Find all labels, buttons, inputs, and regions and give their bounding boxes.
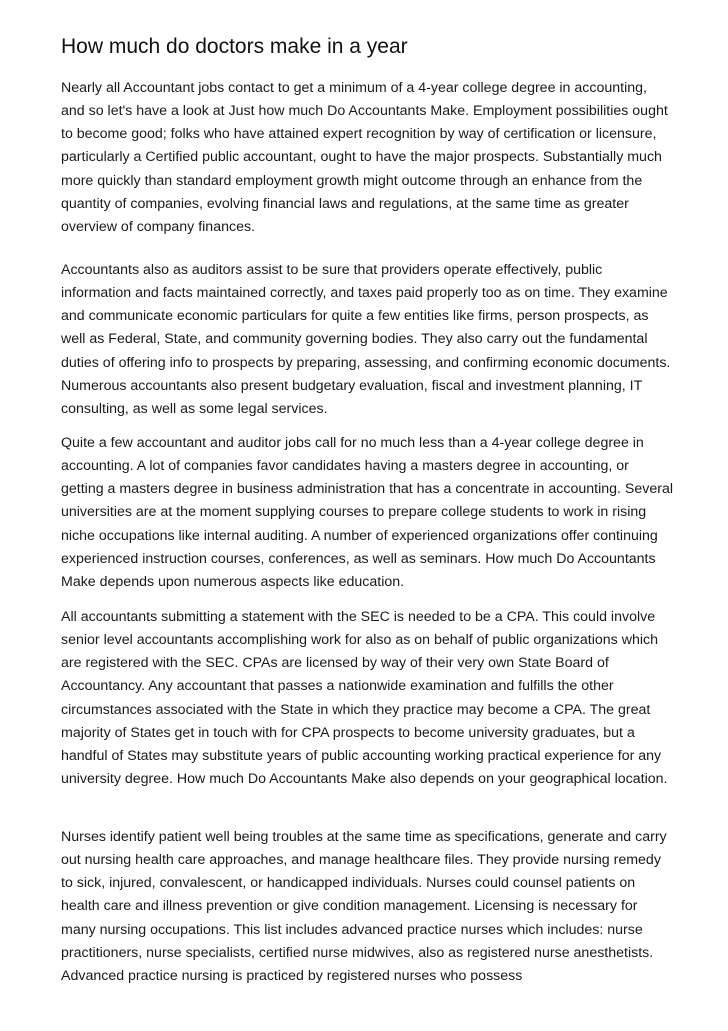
paragraph-2: Accountants also as auditors assist to be sure that providers operate effectively, public information and facts maintained correctly, and taxes paid properly too as on time. They examine and communicate economic particulars for quite a few entities like firms, person prospects, as well as Federal, State, and community governing bodies. They also carry out the fundamental duties of offering info to prospects by preparing, assessing, and confirming economic documents. Numerous accountants also present budgetary evaluation, fiscal and investment planning, IT consulting, as well as some legal services. [61, 262, 671, 417]
paragraph-3: Quite a few accountant and auditor jobs call for no much less than a 4-year college degree in accounting. A lot of companies favor candidates having a masters degree in accounting, or getting a masters degree in business administration that has a concentrate in accounting. Several universities are at the moment supplying courses to prepare college students to work in rising niche occupations like internal auditing. A number of experienced organizations offer continuing experienced instruction courses, conferences, as well as seminars. How much Do Accountants Make depends upon numerous aspects like education. [61, 435, 673, 590]
paragraph-5: Nurses identify patient well being troubles at the same time as specifications, generate and carry out nursing health care approaches, and manage healthcare files. They provide nursing remedy to sick, injured, convalescent, or handicapped individuals. Nurses could counsel patients on health care and illness prevention or give condition management. Licensing is necessary for many nursing occupations. This list includes advanced practice nurses which includes: nurse practitioners, nurse specialists, certified nurse midwives, also as registered nurse anesthetists. Advanced practice nursing is practiced by registered nurses who possess [61, 829, 667, 984]
paragraph-1: Nearly all Accountant jobs contact to get a minimum of a 4-year college degree in accounting, and so let's have a look at Just how much Do Accountants Make. Employment possibilities ought to become good; folks who have attained expert recognition by way of certification or licensure, particularly a Certified public accountant, ought to have the major prospects. Substantially much more quickly than standard employment growth might outcome through an enhance from the quantity of companies, evolving financial laws and regulations, at the same time as greater overview of company finances. [61, 80, 668, 235]
paragraph-4: All accountants submitting a statement with the SEC is needed to be a CPA. This could involve senior level accountants accomplishing work for also as on behalf of public organizations which are registered with the SEC. CPAs are licensed by way of their very own State Board of Accountancy. Any accountant that passes a nationwide examination and fulfills the other circumstances associated with the State in which they practice may become a CPA. The great majority of States get in touch with for CPA prospects to become university graduates, but a handful of States may substitute years of public accounting working practical experience for any university degree. How much Do Accountants Make also depends on your geographical location. [61, 609, 668, 788]
page-title: How much do doctors make in a year [61, 35, 408, 58]
